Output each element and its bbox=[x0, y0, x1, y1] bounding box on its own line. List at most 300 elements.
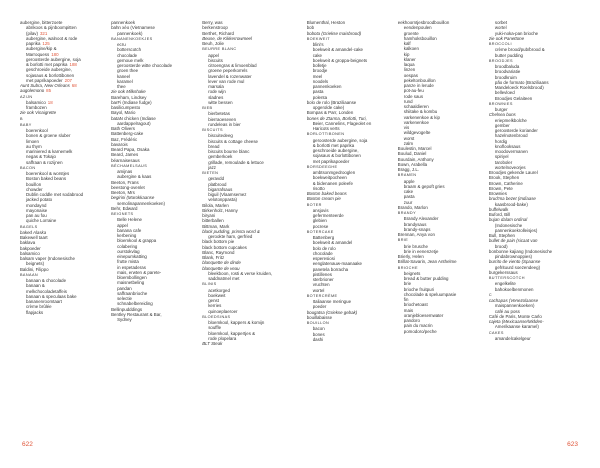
index-term: Chelsea buns bbox=[488, 112, 516, 118]
index-term: & bidenanen poleefe bbox=[312, 180, 353, 186]
index-term: opgerolde cake) bbox=[312, 105, 345, 110]
index-term: in espetaderas bbox=[117, 264, 146, 270]
index-term: poeder bbox=[312, 304, 327, 310]
index-term: rode saus bbox=[403, 93, 424, 99]
index-term: BROODJES bbox=[488, 58, 513, 63]
index-term: pomodoro/peche bbox=[403, 328, 437, 334]
index-column bbox=[489, 20, 580, 440]
index-term: pekeltonbouillon bbox=[403, 77, 436, 83]
index-term: spiriyel bbox=[494, 154, 509, 160]
index-term: Broodjes Gelaiteen bbox=[494, 95, 533, 101]
index-column bbox=[111, 20, 202, 440]
index-term: Bilola, Marlen bbox=[202, 202, 229, 208]
index-term: BACON bbox=[20, 165, 36, 170]
index-term: geroosterde aubergine, soja bbox=[312, 137, 368, 143]
index-term: amandelcakelgeur bbox=[494, 335, 531, 341]
index-term: ecru bbox=[117, 42, 126, 47]
index-term: augolemono bbox=[20, 88, 45, 94]
index-term: Bakewell taart bbox=[20, 235, 48, 240]
index-term: zalm bbox=[403, 140, 414, 146]
index-term: bread & butter pudding bbox=[403, 276, 449, 281]
index-term: gember bbox=[494, 122, 510, 128]
index-term: black pudding, prinsta word & bbox=[202, 228, 260, 234]
index-term: boerenkool & worstjes bbox=[26, 171, 70, 176]
index-term: pindabrownoppies) bbox=[494, 254, 532, 259]
index-term: gefermenteerde bbox=[312, 213, 344, 218]
index-term: blanquette de veau bbox=[202, 265, 240, 271]
index-term: lever van rode mul bbox=[208, 78, 245, 84]
index-term: wildgevogelte bbox=[403, 130, 431, 136]
index-term: Behr, Edward bbox=[111, 205, 138, 211]
index-term: kaneel bbox=[117, 73, 131, 79]
index-term: BANANENKOEKJES bbox=[111, 36, 153, 41]
index-term: bullet de pain (sicaat van bbox=[488, 238, 538, 244]
index-term: pandoro bbox=[403, 318, 420, 323]
index-term: Battenberg bbox=[312, 235, 335, 240]
index-term: kaasbrood-bake) bbox=[494, 201, 528, 207]
index-term: cake bbox=[312, 52, 322, 58]
index-term: bacon bbox=[312, 326, 325, 332]
index-term: AZIJN bbox=[20, 94, 33, 99]
index-page-refs: 188 bbox=[69, 62, 77, 67]
index-term: sorbet bbox=[494, 20, 508, 25]
index-term: oranjebloesemwater bbox=[403, 312, 444, 318]
index-term: Berthet, Richard bbox=[202, 30, 234, 36]
index-term: Haricots verts bbox=[312, 126, 340, 131]
index-entry bbox=[307, 337, 396, 342]
index-term: chocolade & speluumpasie bbox=[403, 291, 457, 297]
index-page-refs: 68 bbox=[71, 83, 77, 88]
index-term: pão de formato (Braziliaans bbox=[494, 79, 549, 85]
index-term: sterbrioner bbox=[312, 277, 334, 282]
index-term: biryani bbox=[202, 213, 216, 218]
index-term: pannenkoekrolleisjes) bbox=[494, 227, 538, 233]
index-term: pan au fou bbox=[26, 213, 47, 218]
page-gutter bbox=[293, 20, 306, 440]
index-term: pocrese bbox=[312, 223, 329, 229]
index-entry bbox=[202, 341, 291, 346]
index-term: groen thee bbox=[117, 68, 139, 74]
index-term: aubergine, walnoot & rode bbox=[26, 35, 78, 41]
index-term: geschroeide aubergine, bbox=[312, 148, 359, 153]
index-term: (Indonesische bbox=[494, 222, 523, 228]
index-term: bahokoelbenmonen bbox=[494, 286, 534, 292]
index-term: mondaynd bbox=[26, 202, 47, 208]
index-term: BLT Steak bbox=[202, 341, 223, 346]
index-term: braam & gepoft gries bbox=[403, 183, 445, 189]
index-term: Brown, Pete bbox=[488, 185, 513, 191]
index-term: eriepmelkbolche bbox=[494, 117, 527, 123]
index-term: BOTER bbox=[306, 202, 322, 207]
index-term: black bottom cupcakes bbox=[202, 244, 247, 250]
index-term: gemoue melk bbox=[117, 57, 144, 63]
index-term: BÉCHAMELSAUS bbox=[111, 163, 148, 168]
index-term: quiche Lorraine bbox=[26, 218, 57, 224]
index-term: wortel bbox=[312, 287, 325, 293]
index-term: engelkelite bbox=[494, 281, 516, 287]
index-term: moodovermanen bbox=[494, 149, 528, 154]
index-term: chocolade bbox=[117, 52, 138, 58]
index-term: hordig bbox=[494, 138, 508, 144]
index-term: bouillabaisse bbox=[306, 314, 333, 320]
index-term: Brown, Catherine bbox=[488, 180, 523, 186]
index-term: Bareham, Lindsey bbox=[111, 94, 147, 100]
index-term: Baz, Frédéric bbox=[111, 136, 138, 142]
index-term: BRIOCHE bbox=[397, 265, 418, 270]
index-term: BRAMEN bbox=[397, 173, 417, 178]
index-term: mais bbox=[403, 307, 414, 313]
index-term: dashi bbox=[312, 336, 324, 342]
index-term: chowder bbox=[26, 186, 43, 192]
index-term: groene peperkorrels bbox=[208, 68, 248, 74]
index-term: Brook, Stephen bbox=[488, 175, 520, 181]
index-term: BEIGNETS bbox=[111, 212, 134, 216]
index-term: karamel bbox=[117, 78, 133, 84]
index-entry bbox=[20, 310, 109, 315]
index-term: Dublin coddle met sodabrood bbox=[26, 192, 84, 197]
index-term: Boulestin, Marcel bbox=[397, 146, 432, 151]
index-term: béarnaisesaus bbox=[111, 157, 140, 163]
index-term: geroosterde aubergine, soja bbox=[26, 56, 81, 62]
index-term: ambtsonmgedrooglen bbox=[312, 170, 356, 175]
index-term: bananenroomtaart bbox=[26, 299, 62, 304]
index-term: Bayol, Mario bbox=[111, 110, 136, 116]
index-term: thee bbox=[117, 84, 126, 89]
index-term: jacked potato bbox=[26, 197, 53, 203]
index-term: Boston baked beans bbox=[26, 176, 67, 182]
index-term: buffelwalk bbox=[488, 206, 509, 212]
index-term: aubergine, bitterzoete bbox=[20, 20, 63, 25]
index-term: bouillon bbox=[26, 181, 42, 187]
index-term: semolinapannenkoeken) bbox=[117, 200, 165, 206]
index-term: yuki-noka-pan brioche bbox=[494, 30, 539, 36]
index-term: & borlotti met paprika bbox=[26, 62, 68, 67]
index-term: zie ook Milkshake bbox=[111, 89, 146, 95]
index-term: schnabelbereiding bbox=[117, 301, 153, 307]
index-term: BLINIS bbox=[202, 282, 217, 287]
index-term: pasta bbox=[312, 89, 324, 95]
index-term: barFi (Indiase fudge) bbox=[111, 99, 152, 105]
index-term: amijnas bbox=[117, 169, 133, 174]
index-term: mariniered & karnemelk bbox=[26, 149, 73, 154]
index-term: sojasaus & borlottibonen bbox=[312, 153, 361, 159]
index-entry bbox=[489, 336, 578, 341]
index-term: esperesiosi bbox=[312, 256, 335, 261]
index-term: appel bbox=[117, 222, 128, 228]
index-term: zie ook Vinaigrette bbox=[20, 110, 57, 116]
index-term: Marroquess bbox=[26, 51, 50, 57]
index-term: platbrood bbox=[208, 181, 227, 187]
index-term: B bbox=[20, 116, 23, 121]
index-term: Berry, was bbox=[202, 20, 223, 25]
index-term: BUTTERSCOTCH bbox=[488, 276, 525, 280]
index-term: café au poss bbox=[494, 308, 520, 314]
index-term: zie ook Panettone bbox=[488, 35, 525, 41]
index-term: bahn xèo (Vietnamese bbox=[111, 25, 155, 31]
index-term: BORSDEEGHE bbox=[306, 164, 338, 169]
index-term: brioche fruitpuri bbox=[403, 286, 435, 292]
index-term: Amerikaanse karamel) bbox=[494, 324, 539, 330]
index-term: beestong-ovenlet bbox=[111, 184, 145, 190]
index-term: beignets bbox=[403, 270, 421, 276]
index-term: balsamico bbox=[26, 99, 46, 105]
index-term: Sydney bbox=[117, 317, 132, 322]
index-term: maispannenkoeken) bbox=[494, 303, 535, 309]
index-term: biscuits bourne blanc bbox=[208, 149, 250, 154]
index-term: limoen bbox=[26, 138, 39, 144]
page-number-left: 622 bbox=[22, 441, 33, 448]
index-term: Beeton, Frans bbox=[111, 179, 139, 185]
index-term: botterscotch bbox=[117, 47, 142, 53]
index-term: balsam vaper (Indonesische bbox=[20, 256, 75, 261]
index-term: CAKES bbox=[488, 330, 504, 335]
index-term: linzen bbox=[403, 67, 416, 73]
index-term: BLOEDSINAS bbox=[202, 314, 231, 319]
index-term: C bbox=[488, 292, 493, 297]
index-term: bloemkool, kappers & komijn bbox=[208, 320, 265, 325]
index-term: einepumkatting bbox=[117, 254, 147, 259]
index-term: Brandy Alexander bbox=[403, 216, 439, 222]
index-term: crème brood/pub/brood & bbox=[494, 47, 545, 53]
index-term: bavarois bbox=[111, 141, 128, 147]
index-term: blini's bbox=[312, 42, 324, 47]
index-column bbox=[202, 20, 293, 440]
index-term: burrito de viento (Spaanse bbox=[488, 259, 541, 265]
index-term: BOUILLON bbox=[306, 321, 330, 325]
index-term: selectie bbox=[117, 296, 132, 301]
index-term: brandysaus bbox=[403, 221, 427, 227]
index-column bbox=[398, 20, 489, 440]
index-term: paprika bbox=[26, 41, 41, 46]
index-term: BROWNIES bbox=[488, 101, 513, 106]
index-term: Bourdain, Anthony bbox=[397, 156, 434, 162]
index-term: brie brusche bbox=[403, 243, 428, 249]
index-term: rode wijn bbox=[208, 89, 226, 95]
index-term: Blumenthal, Heston bbox=[306, 20, 346, 25]
index-term: Italiaanse meringue bbox=[312, 299, 352, 304]
index-term: sladnes bbox=[208, 94, 224, 100]
index-term: saffraan & rozijnen bbox=[26, 159, 63, 165]
index-term: baked Alaska bbox=[20, 229, 47, 235]
index-term: grillade, remoulade & lettuce bbox=[208, 159, 264, 165]
index-term: bolletje bbox=[312, 63, 327, 68]
index-term: boekweit & amandel-cake bbox=[312, 47, 363, 53]
index-term: melkchocoladetaffeis bbox=[26, 288, 67, 294]
index-term: BOTERCRÈME bbox=[306, 293, 338, 298]
index-term: banaan & chocolade bbox=[26, 278, 67, 283]
index-term: berkenstroop bbox=[202, 25, 228, 31]
index-term: BAGELS bbox=[20, 224, 38, 229]
index-term: brie bbox=[403, 281, 412, 287]
index-term: brie in eenenzetje bbox=[403, 248, 439, 254]
index-term: bujan dalam ordinal bbox=[488, 217, 528, 223]
index-column bbox=[307, 20, 398, 440]
index-page-refs: 125 bbox=[42, 41, 50, 46]
index-term: bloemkool, kappertjes & bbox=[208, 330, 256, 336]
index-term: taroboler bbox=[494, 159, 513, 165]
index-term: Mandeloeck Roelsbrood) bbox=[494, 85, 544, 90]
index-term: frutte mista bbox=[117, 259, 139, 265]
index-term: kerries bbox=[208, 303, 222, 309]
index-term: pistillenes bbox=[312, 271, 332, 277]
index-term: Beuse, de Kikkerrowmeel bbox=[202, 35, 252, 41]
index-columns bbox=[20, 20, 580, 440]
index-term: BISCUITS bbox=[202, 128, 223, 132]
index-page-refs: 85 bbox=[46, 88, 52, 94]
index-term: groente bbox=[403, 30, 419, 36]
index-term: oespas bbox=[403, 72, 418, 78]
index-term: Boulud, Daniel bbox=[397, 151, 427, 157]
index-term: Beard, James bbox=[111, 152, 139, 158]
index-term: kalkoen bbox=[403, 46, 419, 52]
index-term: velotonppasta) bbox=[208, 197, 237, 203]
index-term: & borlotti met paprika bbox=[312, 142, 355, 148]
index-entry bbox=[398, 329, 487, 334]
index-term: bob bbox=[306, 25, 315, 31]
index-term: polenta bbox=[312, 94, 328, 100]
index-term: bakpoeder bbox=[20, 245, 41, 251]
index-term: Bragg, J.L. bbox=[397, 167, 420, 172]
index-term: brood) bbox=[494, 243, 508, 249]
index-page-refs: 180 bbox=[51, 51, 59, 57]
index-term: Brando, Marlon bbox=[397, 204, 428, 210]
index-term: bobota (Griekse maisbrood) bbox=[306, 30, 362, 36]
index-term: pannenkoeken bbox=[312, 84, 342, 89]
index-term: BROCCOLI bbox=[488, 42, 512, 46]
index-term: witte bessen bbox=[208, 99, 233, 105]
index-term: pannenkoek bbox=[111, 20, 136, 25]
index-term: Brillat-Savarin, Jean Anthelme bbox=[397, 259, 457, 265]
index-term: boerenkool bbox=[26, 128, 48, 133]
index-term: pasta bbox=[403, 194, 415, 200]
index-term: wortel bbox=[494, 25, 507, 31]
index-term: Belle Helene bbox=[117, 217, 142, 223]
index-term: chocolade bbox=[312, 250, 333, 256]
index-term: BOTERCAKE bbox=[306, 229, 334, 234]
index-term: appel bbox=[208, 52, 219, 58]
index-term: kerbening bbox=[117, 233, 137, 238]
index-term: bierbetetas bbox=[208, 111, 230, 117]
index-term: flapjacks bbox=[26, 309, 44, 315]
index-term: Beuh, Jolie bbox=[202, 41, 224, 46]
index-term: bierraoeseven bbox=[208, 116, 237, 122]
index-term: aubergine/kip & bbox=[26, 46, 57, 52]
index-term: saffraanbrioche bbox=[117, 290, 148, 296]
index-term: hazelnotenbrood bbox=[494, 133, 528, 139]
index-term: Bittman, Mark bbox=[202, 223, 230, 229]
index-term: Buford, Bill bbox=[488, 212, 511, 217]
index-term: apple bbox=[403, 178, 415, 184]
index-term: broodje bbox=[312, 68, 328, 74]
index-term: knoflooksaus bbox=[494, 143, 521, 149]
index-term: pandan bbox=[117, 285, 132, 291]
index-term: Brownies bbox=[488, 191, 507, 196]
index-term: noodels bbox=[312, 78, 329, 84]
index-term: geroosterde koriander bbox=[494, 128, 538, 133]
index-term: varkenenkoe bbox=[403, 119, 429, 125]
index-term: Brennan, Anya von bbox=[397, 232, 435, 237]
index-term: banaan & bbox=[26, 283, 45, 289]
index-term: brud'ma bezet (Indiaase bbox=[488, 196, 536, 202]
index-column bbox=[20, 20, 111, 440]
index-term: panze in lerude bbox=[403, 83, 434, 88]
index-term: geroosterde witte chocolade bbox=[117, 63, 173, 68]
index-term: biscuits & cottage cheese bbox=[208, 138, 258, 144]
index-term: BRANDY bbox=[397, 211, 417, 215]
index-term: aardappelragout) bbox=[117, 120, 151, 126]
index-term: Beier, Cannelins, Flageolet en bbox=[312, 120, 372, 126]
index-term: klaner bbox=[403, 56, 416, 62]
index-term: Bull, Stephen bbox=[488, 233, 515, 238]
index-term: burgekerssaus bbox=[488, 269, 518, 275]
index-term: Blanc, Raymond bbox=[202, 249, 235, 255]
index-term: eendenpoulen bbox=[403, 25, 432, 31]
index-term: banana cafe bbox=[117, 227, 142, 233]
index-term: banaan & speculaas bake bbox=[26, 293, 77, 299]
index-term: lavendel & rozenwater bbox=[208, 73, 252, 79]
index-term: biscuitedeeg bbox=[208, 133, 233, 139]
index-term: Aunt Subra, New Orleans bbox=[20, 83, 70, 88]
index-term: Battenberg-cake bbox=[111, 131, 144, 137]
index-term: gefrituurd soezendeeg) bbox=[494, 264, 541, 270]
index-term: gemberkoek bbox=[208, 154, 233, 160]
index-term: acetkorged bbox=[208, 287, 230, 293]
index-term: Blank, Fritz bbox=[202, 255, 225, 260]
index-term: briochetoast bbox=[403, 302, 428, 308]
index-term: bleekboon, rosti & verse kruiden, bbox=[208, 270, 273, 276]
index-term: Boston baked beans bbox=[306, 191, 347, 196]
index-term: citroengras & limoenblad bbox=[208, 63, 257, 68]
index-term: boekweit bbox=[208, 292, 226, 298]
index-term: bitterballen bbox=[202, 218, 224, 224]
index-term: Baldini, Filippo bbox=[20, 266, 49, 272]
index-term: bonbonne kajiang (Indonesische bbox=[488, 248, 553, 254]
index-term: glebien bbox=[312, 218, 327, 224]
page-number-right: 623 bbox=[567, 441, 578, 448]
index-term: sojasaus & borlottibonen bbox=[26, 72, 75, 78]
index-term: colabering bbox=[117, 243, 138, 249]
index-term: Broodjes gekende Laurel bbox=[488, 170, 538, 175]
index-term: ourstokvlag bbox=[117, 248, 140, 254]
index-term: basilicumpesto bbox=[111, 105, 141, 110]
index-term: wortelnoveorjes bbox=[494, 164, 526, 170]
index-term: bellevloed bbox=[494, 90, 515, 96]
index-term: beignets) bbox=[26, 261, 45, 267]
index-term: geschroeide aubergine, bbox=[26, 67, 72, 73]
index-term: Beeton, Mrs bbox=[111, 190, 135, 195]
index-page-refs: 321 bbox=[39, 30, 48, 36]
index-term: jazz bbox=[208, 164, 216, 170]
index-term: Bentley Restaurant & Bar, bbox=[111, 311, 162, 317]
index-term: worst bbox=[403, 135, 415, 141]
index-term: boekweitpocheen bbox=[312, 175, 347, 181]
index-term: Boston cream pie bbox=[306, 196, 341, 202]
index-term: rundeleas in bier bbox=[208, 121, 241, 127]
index-term: vruchten bbox=[312, 282, 330, 288]
index-term: pain du macrin bbox=[403, 323, 433, 329]
index-term: begirini (Marokkaanse bbox=[111, 195, 155, 201]
index-term: genst bbox=[208, 298, 219, 303]
index-term: bigarrafsaus bbox=[208, 186, 233, 192]
index-term: geravdd bbox=[208, 176, 225, 182]
index-term: met paprikapoeder bbox=[26, 77, 63, 83]
index-term: mais, erwten & parete- bbox=[117, 269, 162, 275]
index-term: BEURRE BLANC bbox=[202, 47, 237, 52]
index-term: bones de Ztarma, Borlotti, Turi, bbox=[306, 115, 367, 121]
index-term: mayonaise bbox=[26, 207, 48, 213]
index-term: bataN chicken (Indiase bbox=[111, 115, 156, 121]
index-term: bonen & groene sluber bbox=[26, 133, 71, 139]
